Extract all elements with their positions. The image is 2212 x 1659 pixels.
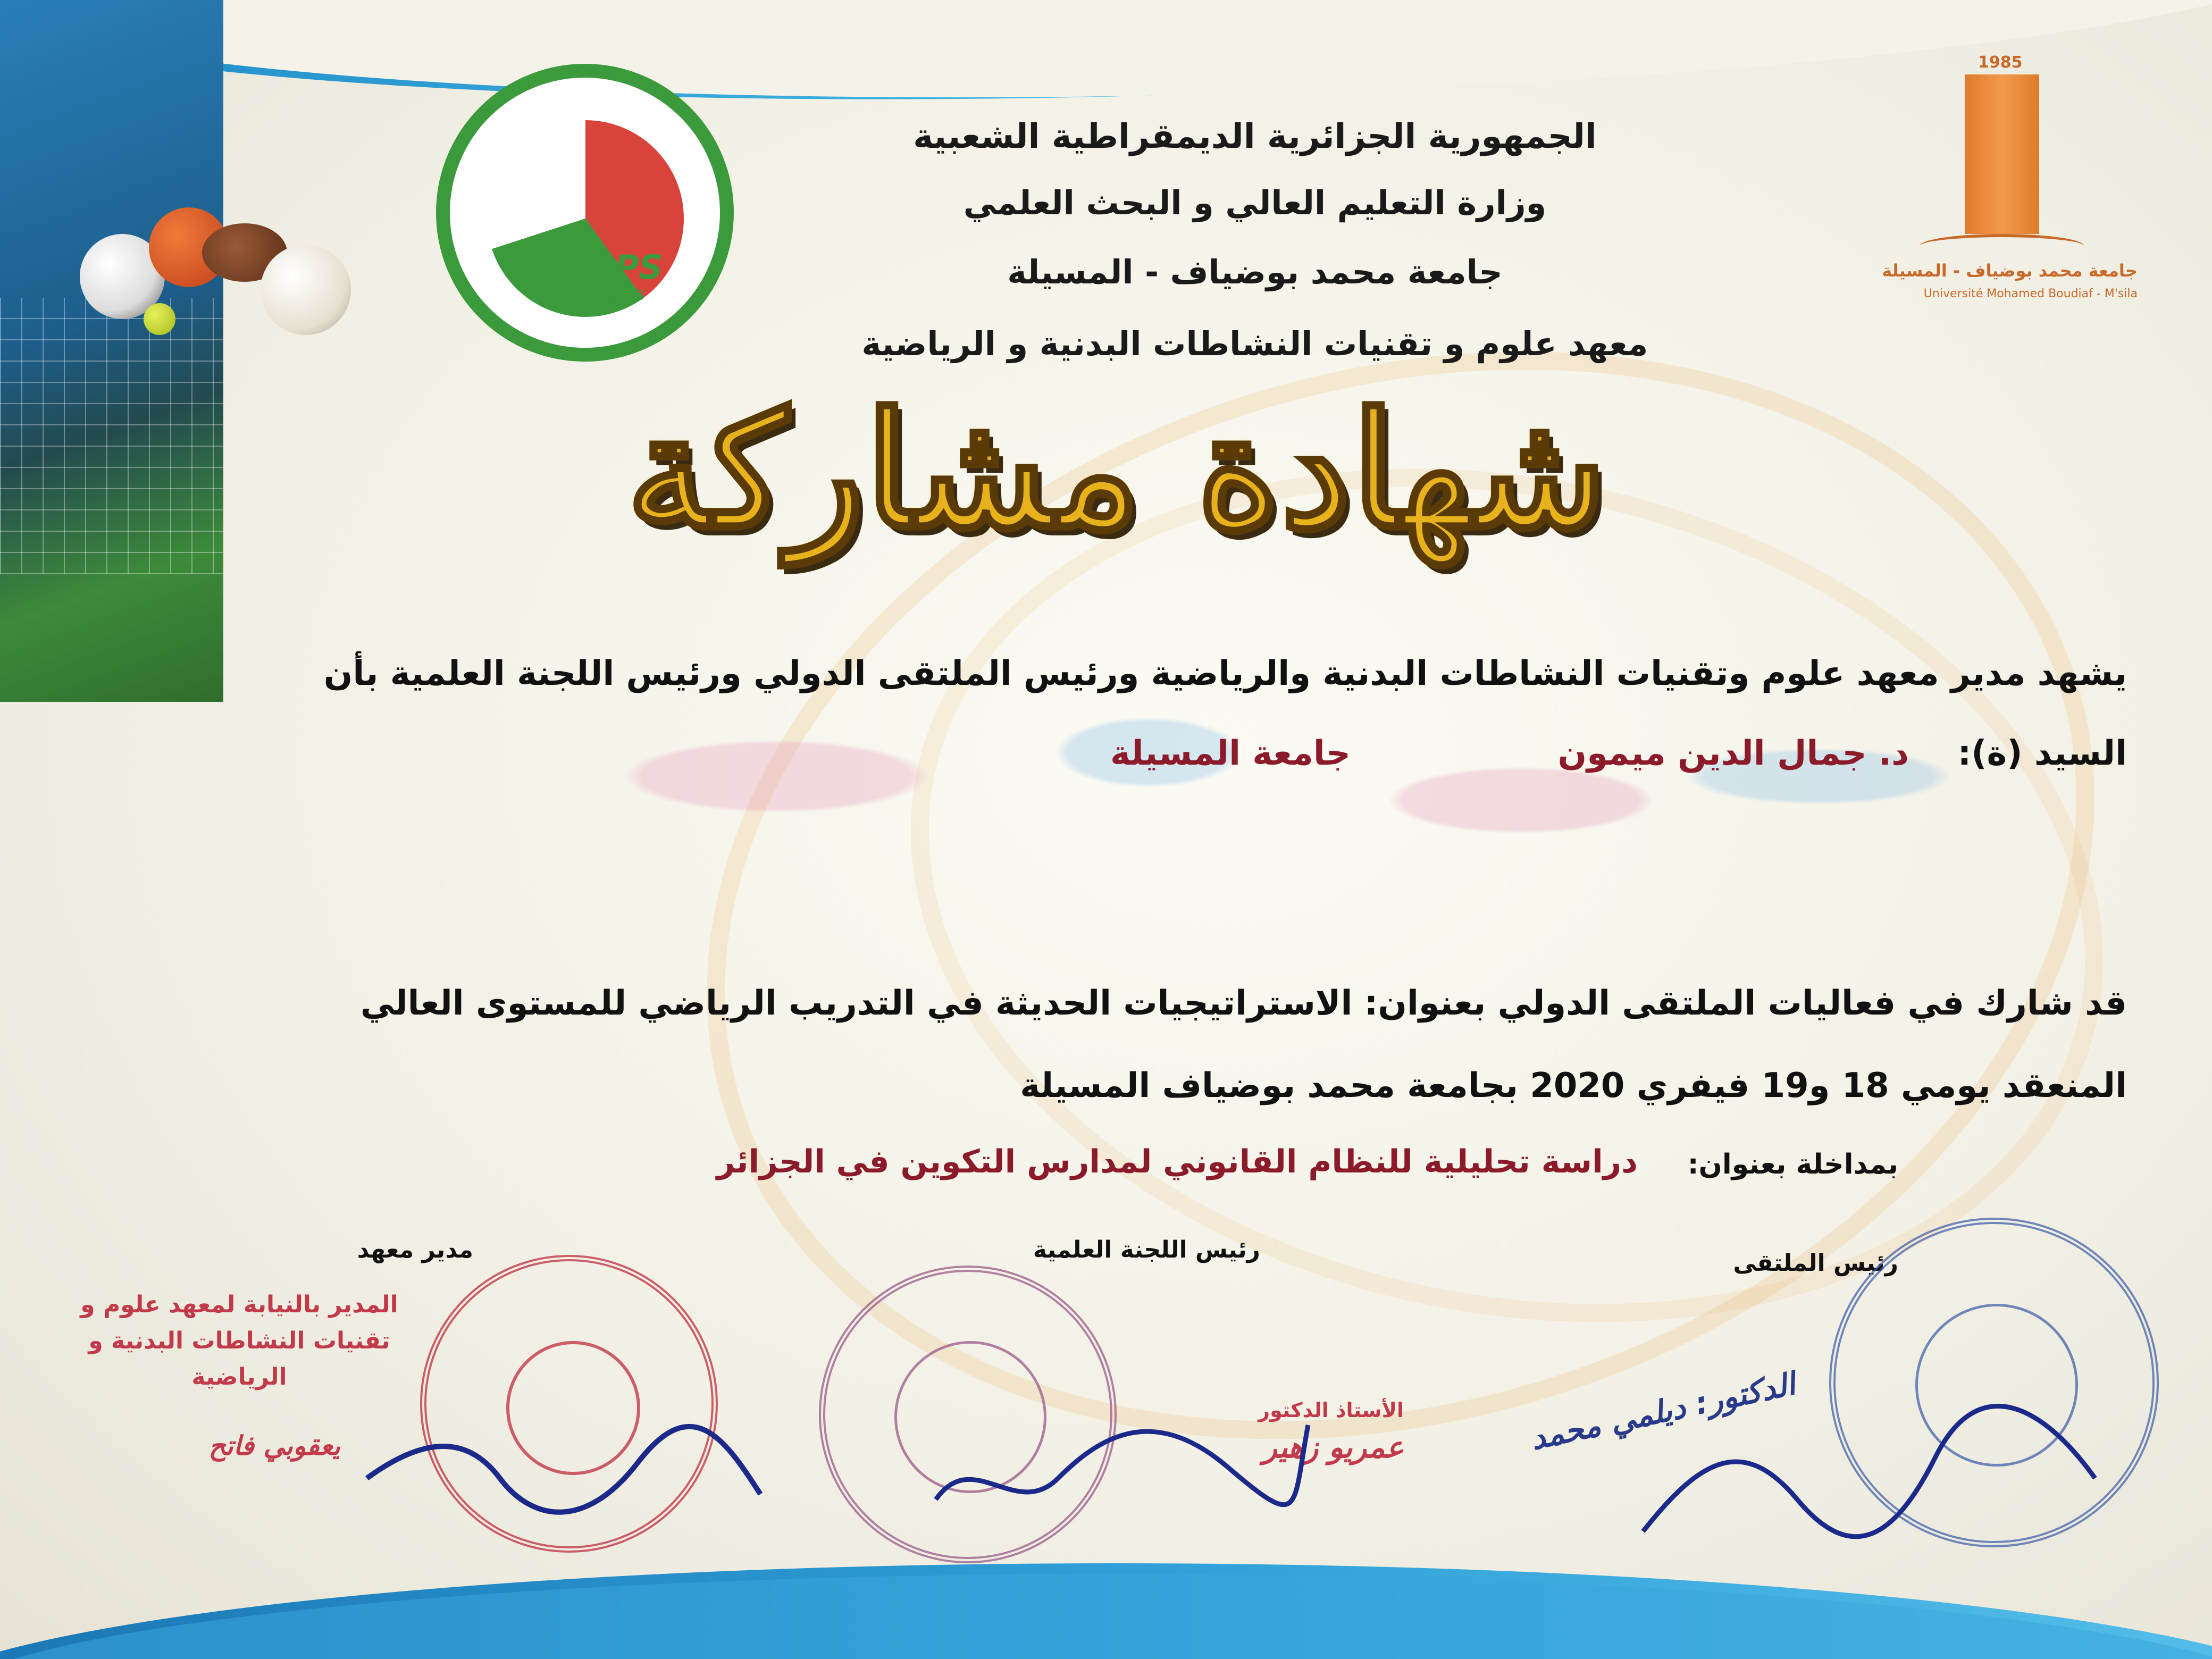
participation-line: قد شارك في فعاليات الملتقى الدولي بعنوان: الاستراتيجيات الحديثة في التدريب الرياضي للمستوى العالي <box>360 984 2127 1023</box>
director-signature <box>362 1414 766 1542</box>
university-logo-year: 1985 <box>1978 53 2023 72</box>
goal-net <box>0 298 223 574</box>
director-role-label: مدير معهد <box>357 1236 473 1263</box>
university-logo-name-ar: جامعة محمد بوضياف - المسيلة <box>1882 261 2138 281</box>
conference-date-line: المنعقد يومي 18 و19 فيفري 2020 بجامعة محمد بوضياف المسيلة <box>1020 1066 2127 1105</box>
bottom-light-wave <box>0 1574 2212 1659</box>
paper-label: بمداخلة بعنوان: <box>1687 1149 1898 1180</box>
committee-name: عمريو زهير <box>1262 1430 1404 1465</box>
university-tower-icon <box>1965 74 2039 234</box>
tennis-ball-icon <box>144 303 175 335</box>
university-logo-name-fr: Université Mohamed Boudiaf - M'sila <box>1923 287 2138 300</box>
committee-role-label: رئيس اللجنة العلمية <box>1033 1236 1260 1263</box>
header-republic: الجمهورية الجزائرية الديمقراطية الشعبية <box>913 117 1597 156</box>
university-logo <box>1861 53 2148 330</box>
paper-title: دراسة تحليلية للنظام القانوني لمدارس التكوين في الجزائر <box>716 1143 1638 1180</box>
institute-logo-text: STAPS <box>546 248 663 287</box>
certificate-title: شهادة مشاركة <box>626 376 1607 564</box>
header-ministry: وزارة التعليم العالي و البحث العلمي <box>963 183 1547 222</box>
attestation-line: يشهد مدير معهد علوم وتقنيات النشاطات البدنية والرياضية ورئيس الملتقى الدولي ورئيس اللجنة العلمية بأن <box>323 654 2127 693</box>
director-name: يعقوبي فاتح <box>208 1430 340 1461</box>
header-university: جامعة محمد بوضياف - المسيلة <box>1007 253 1503 291</box>
participant-name: د. جمال الدين ميمون <box>1557 734 1909 773</box>
university-book-icon <box>1920 234 2084 258</box>
conference-signature <box>1638 1393 2106 1553</box>
header-institute: معهد علوم و تقنيات النشاطات البدنية و الرياضية <box>861 324 1648 363</box>
conference-chair-name: الدكتور: ديلمي محمد <box>1527 1365 1798 1457</box>
volleyball-icon <box>261 245 351 335</box>
institute-logo-year: 2003 <box>609 288 645 304</box>
institute-logo-emblem <box>487 120 684 317</box>
institute-logo <box>436 64 734 362</box>
participant-affiliation: جامعة المسيلة <box>1110 734 1351 773</box>
conference-role-label: رئيس الملتقى <box>1733 1250 1898 1277</box>
director-stamp-text: المدير بالنيابة لمعهد علوم و تقنيات النشاطات البدنية و الرياضية <box>80 1291 398 1390</box>
committee-signature <box>931 1393 1313 1531</box>
committee-title: الأستاذ الدكتور <box>1258 1398 1404 1422</box>
participant-label: السيد (ة): <box>1957 734 2127 773</box>
